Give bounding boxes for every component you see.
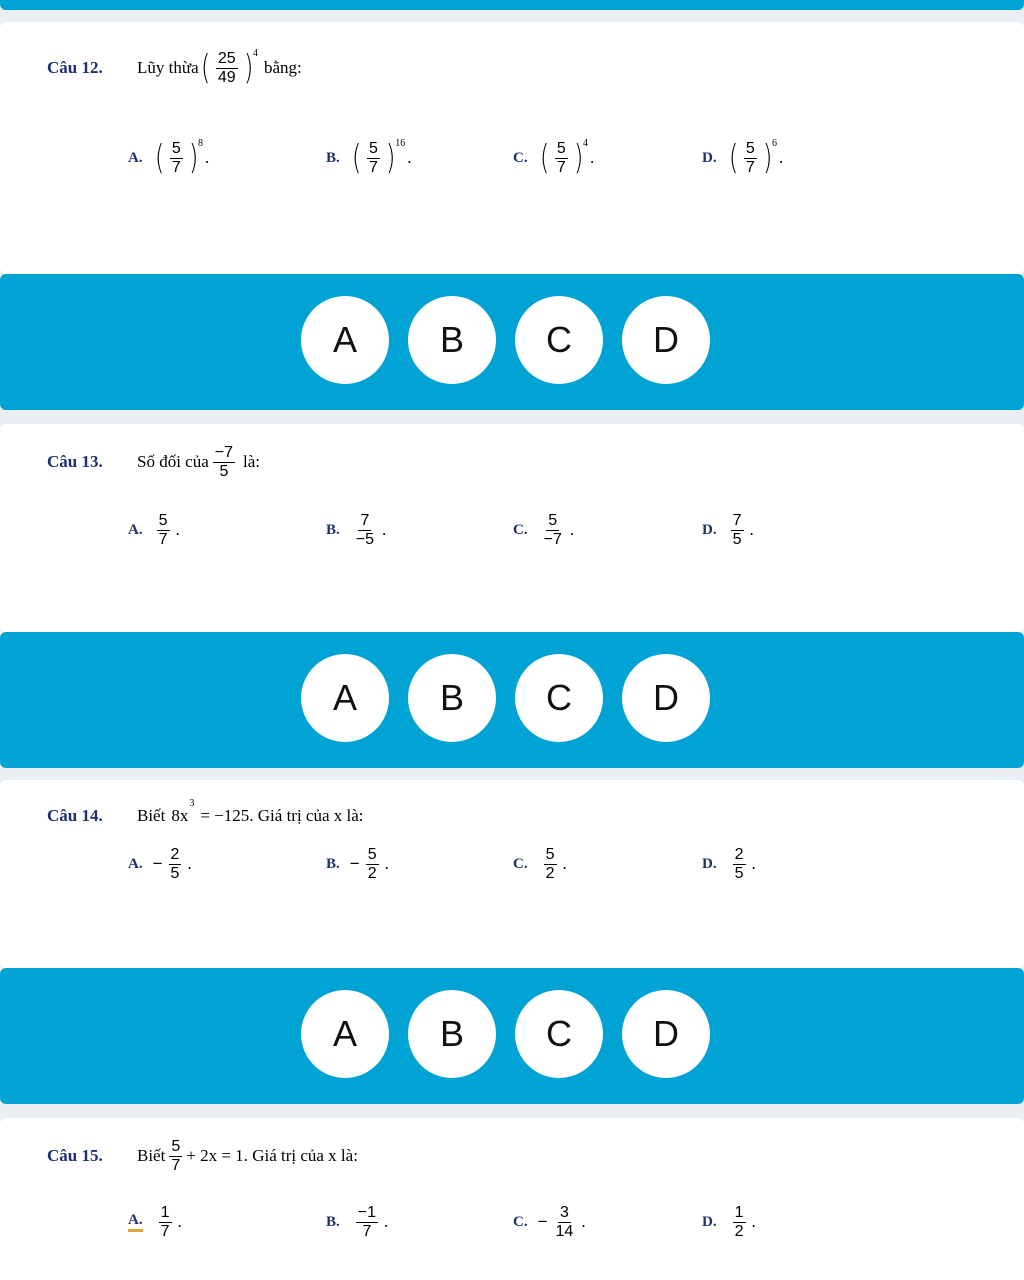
option-a: A. ( $\frac{5}{7}$ ) 8 . <box>128 138 210 179</box>
answer-button-d[interactable]: D <box>622 990 710 1078</box>
question-text: Số đối của <box>137 452 209 472</box>
fraction-denominator: 49 <box>217 68 236 86</box>
numerator: −1 <box>357 1204 377 1221</box>
numerator: 1 <box>734 1204 744 1221</box>
denominator: 2 <box>545 864 555 882</box>
question-15-prompt <box>47 1138 358 1174</box>
option-a: A. $\frac{5}{7}$ . <box>128 512 180 548</box>
option-b: B. $\frac{-1}{7}$ . <box>326 1204 389 1240</box>
denominator: 2 <box>734 1222 744 1240</box>
question-number: Câu 14. <box>47 806 103 825</box>
option-value: ( $\frac{5}{7}$ ) 16 <box>351 138 406 179</box>
option-d: D. $\frac{2}{5}$ . <box>702 846 756 882</box>
numerator: 5 <box>158 512 168 529</box>
denominator: 2 <box>367 864 377 882</box>
question-12-prompt <box>47 48 302 89</box>
numerator: 7 <box>732 512 742 529</box>
option-letter: A. <box>128 855 143 872</box>
numerator: 3 <box>559 1204 569 1221</box>
denominator: 14 <box>555 1222 574 1240</box>
answer-button-d[interactable]: D <box>622 296 710 384</box>
fraction-numerator: 25 <box>217 50 236 67</box>
exponent: 3 <box>189 798 195 809</box>
question-text-end: bằng: <box>263 58 302 78</box>
equation <box>171 798 250 826</box>
option-letter: A. <box>128 1212 143 1232</box>
question-card-15 <box>0 1118 1024 1280</box>
denominator: −5 <box>355 530 375 548</box>
answer-bar-14 <box>0 968 1024 1104</box>
question-14-prompt <box>47 798 364 826</box>
numerator: 5 <box>556 140 566 157</box>
answer-button-a[interactable]: A <box>301 990 389 1078</box>
denominator: 7 <box>369 158 378 176</box>
question-13-prompt <box>47 444 260 480</box>
option-c: C. − $\frac{3}{14}$ . <box>513 1204 586 1240</box>
equation-term: 8x <box>171 806 189 825</box>
exponent: 6 <box>772 138 778 149</box>
numerator: 5 <box>548 512 558 529</box>
option-letter: C. <box>513 1213 528 1230</box>
question-text-end: là: <box>243 452 261 472</box>
option-b: B. ( $\frac{5}{7}$ ) 16 . <box>326 138 412 179</box>
question-number: Câu 15. <box>47 1146 103 1166</box>
option-letter: D. <box>702 855 717 872</box>
option-letter: B. <box>326 855 340 872</box>
option-letter: B. <box>326 1213 340 1230</box>
fraction-denominator: 5 <box>219 462 229 480</box>
answer-button-b[interactable]: B <box>408 990 496 1078</box>
answer-button-c[interactable]: C <box>515 296 603 384</box>
answer-button-b[interactable]: B <box>408 654 496 742</box>
option-letter: D. <box>702 1213 717 1230</box>
answer-button-c[interactable]: C <box>515 990 603 1078</box>
option-letter: B. <box>326 521 340 538</box>
option-letter: C. <box>513 855 528 872</box>
option-letter: B. <box>326 149 340 166</box>
denominator: 5 <box>732 530 742 548</box>
exponent: 4 <box>583 138 589 149</box>
option-letter: D. <box>702 149 717 166</box>
question-card-14 <box>0 780 1024 968</box>
numerator: 5 <box>369 140 378 157</box>
denominator: 7 <box>158 530 168 548</box>
option-c: C. ( $\frac{5}{7}$ ) 4 . <box>513 138 595 179</box>
denominator: 7 <box>556 158 566 176</box>
numerator: 2 <box>734 846 744 863</box>
option-letter: C. <box>513 149 528 166</box>
question-text: Lũy thừa <box>137 58 199 78</box>
denominator: 5 <box>734 864 744 882</box>
option-value: ( $\frac{5}{7}$ ) 8 <box>154 138 204 179</box>
question-number: Câu 12. <box>47 58 103 78</box>
power-expression: ( $\frac{25}{49}$ ) 4 <box>200 48 258 89</box>
option-b: B. − $\frac{5}{2}$ . <box>326 846 389 882</box>
top-accent-bar <box>0 0 1024 10</box>
denominator: 7 <box>745 158 755 176</box>
fraction-numerator: 5 <box>171 1138 181 1155</box>
option-letter: A. <box>128 149 143 166</box>
numerator: 7 <box>360 512 370 529</box>
exponent: 16 <box>395 138 406 149</box>
numerator: 5 <box>545 846 555 863</box>
equation-rest: + 2x = 1 <box>186 1146 244 1166</box>
question-text-end: . Giá trị của x là: <box>243 1146 358 1166</box>
option-a: A. − $\frac{2}{5}$ . <box>128 846 192 882</box>
denominator: −7 <box>543 530 562 548</box>
answer-button-d[interactable]: D <box>622 654 710 742</box>
question-number: Câu 13. <box>47 452 103 472</box>
exponent: 4 <box>252 48 258 59</box>
numerator: 5 <box>745 140 755 157</box>
exponent: 8 <box>198 138 204 149</box>
sign: − <box>537 1212 548 1232</box>
numerator: 2 <box>170 846 180 863</box>
option-d: D. $\frac{1}{2}$ . <box>702 1204 756 1240</box>
option-c: C. $\frac{5}{2}$ . <box>513 846 567 882</box>
answer-bar-13 <box>0 632 1024 768</box>
answer-bar-12 <box>0 274 1024 410</box>
option-c: C. $\frac{5}{-7}$ . <box>513 512 575 548</box>
option-value: ( $\frac{5}{7}$ ) 6 <box>728 138 778 179</box>
sign: − <box>152 854 163 874</box>
answer-button-b[interactable]: B <box>408 296 496 384</box>
answer-button-a[interactable]: A <box>301 654 389 742</box>
option-letter: A. <box>128 521 143 538</box>
numerator: 5 <box>367 846 377 863</box>
question-text-end: . Giá trị của x là: <box>249 806 364 825</box>
equation-rhs: = −125 <box>200 806 250 825</box>
option-letter: D. <box>702 521 717 538</box>
denominator: 7 <box>171 158 181 176</box>
question-text: Biết <box>137 806 166 825</box>
numerator: 5 <box>171 140 181 157</box>
denominator: 5 <box>170 864 180 882</box>
answer-button-c[interactable]: C <box>515 654 603 742</box>
question-card-12 <box>0 22 1024 274</box>
denominator: 7 <box>160 1222 170 1240</box>
question-text: Biết <box>137 1146 166 1166</box>
option-d: D. $\frac{7}{5}$ . <box>702 512 754 548</box>
denominator: 7 <box>362 1222 372 1240</box>
option-b: B. $\frac{7}{-5}$ . <box>326 512 387 548</box>
option-d: D. ( $\frac{5}{7}$ ) 6 . <box>702 138 784 179</box>
option-a: A. $\frac{1}{7}$ . <box>128 1204 182 1240</box>
option-value: ( $\frac{5}{7}$ ) 4 <box>539 138 589 179</box>
numerator: 1 <box>160 1204 170 1221</box>
answer-button-a[interactable]: A <box>301 296 389 384</box>
question-card-13 <box>0 424 1024 632</box>
fraction-denominator: 7 <box>171 1156 181 1174</box>
option-letter: C. <box>513 521 528 538</box>
sign: − <box>349 854 360 874</box>
fraction-numerator: −7 <box>214 444 234 461</box>
